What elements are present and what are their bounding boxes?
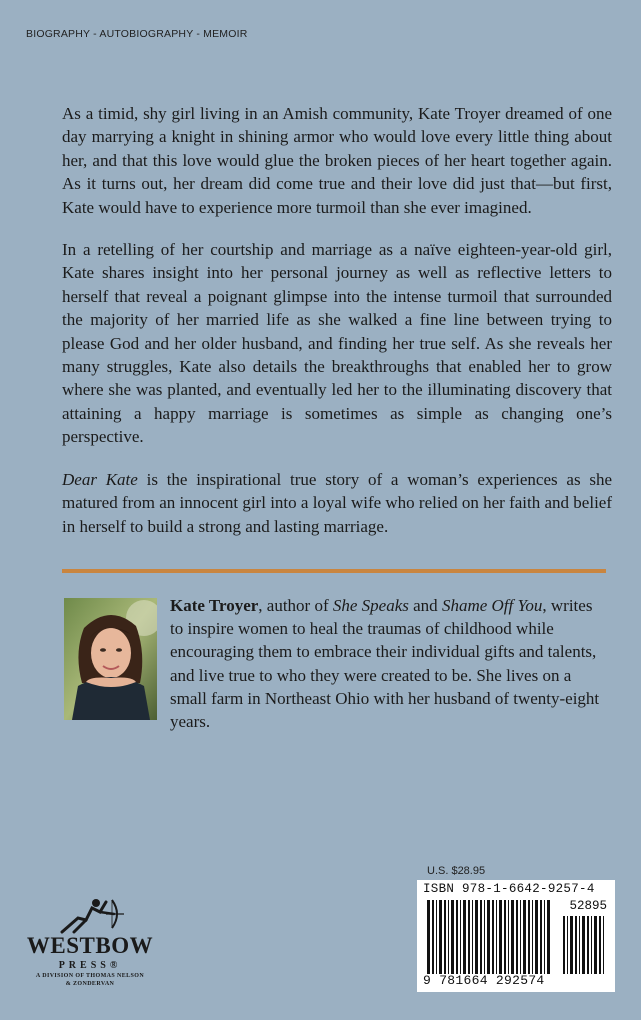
book-title: Dear Kate xyxy=(62,469,138,489)
author-bio-text: , author of xyxy=(258,596,333,615)
publisher-press: PRESS® xyxy=(58,960,122,971)
author-bio xyxy=(170,594,608,733)
blurb-paragraph-3-text: is the inspirational true story of a woman’s experiences as she matured from an innocent girl into a loyal wife who relied on her faith and belief in herself to build a strong and lasting marriage. xyxy=(62,469,612,536)
archer-icon xyxy=(56,894,126,936)
supplement-code: 52895 xyxy=(569,899,607,913)
author-photo xyxy=(64,598,157,720)
ean-barcode-bars xyxy=(427,900,551,974)
blurb-paragraph-2: In a retelling of her courtship and marriage as a naïve eighteen-year-old girl, Kate shares insight into her personal journey as well as reflective letters to herself that reveal a poignant glimpse into the intense turmoil that surrounded the majority of her married life as she walked a fine line between trying to please God and her older husband, and finding her true self. As she reveals her many struggles, Kate also details the breakthroughs that enabled her to grow where she was planted, and eventually led her to the illuminating discovery that attaining a happy marriage is sometimes as simple as changing one’s perspective. xyxy=(62,240,612,447)
division-line-2: & ZONDERVAN xyxy=(65,981,115,987)
author-bio-text: and xyxy=(408,596,442,615)
section-divider xyxy=(62,569,606,573)
category-label: BIOGRAPHY - AUTOBIOGRAPHY - MEMOIR xyxy=(26,28,248,40)
isbn-text: ISBN 978-1-6642-9257-4 xyxy=(423,882,595,896)
supplement-barcode-bars xyxy=(563,916,607,974)
division-line-1: A DIVISION OF THOMAS NELSON xyxy=(35,973,145,979)
barcode xyxy=(417,880,615,992)
publisher-name: WESTBOW xyxy=(26,933,154,958)
ean-digits: 9 781664 292574 xyxy=(423,973,545,988)
price-label: U.S. $28.95 xyxy=(427,865,486,877)
publisher-logo xyxy=(20,894,170,994)
author-bio-text: , writes to inspire women to heal the traumas of childhood while encouraging them to embrace their individual gifts and talents, and live true to who they were created to be. She lives on a small farm in Northeast Ohio with her husband of twenty-eight years. xyxy=(170,596,600,732)
book-title-she-speaks: She Speaks xyxy=(332,596,409,615)
publisher-division xyxy=(20,972,160,988)
author-name: Kate Troyer xyxy=(170,596,259,615)
book-blurb xyxy=(62,102,612,557)
book-title-shame-off-you: Shame Off You xyxy=(441,596,543,615)
blurb-paragraph-1: As a timid, shy girl living in an Amish community, Kate Troyer dreamed of one day marrying a knight in shining armor who would love every little thing about her, and that this love would glue the broken pieces of her heart together again. As it turns out, her dream did come true and their love did just that—but first, Kate would have to experience more turmoil than she ever imagined. xyxy=(62,104,612,217)
blurb-paragraph-3 xyxy=(62,468,612,538)
